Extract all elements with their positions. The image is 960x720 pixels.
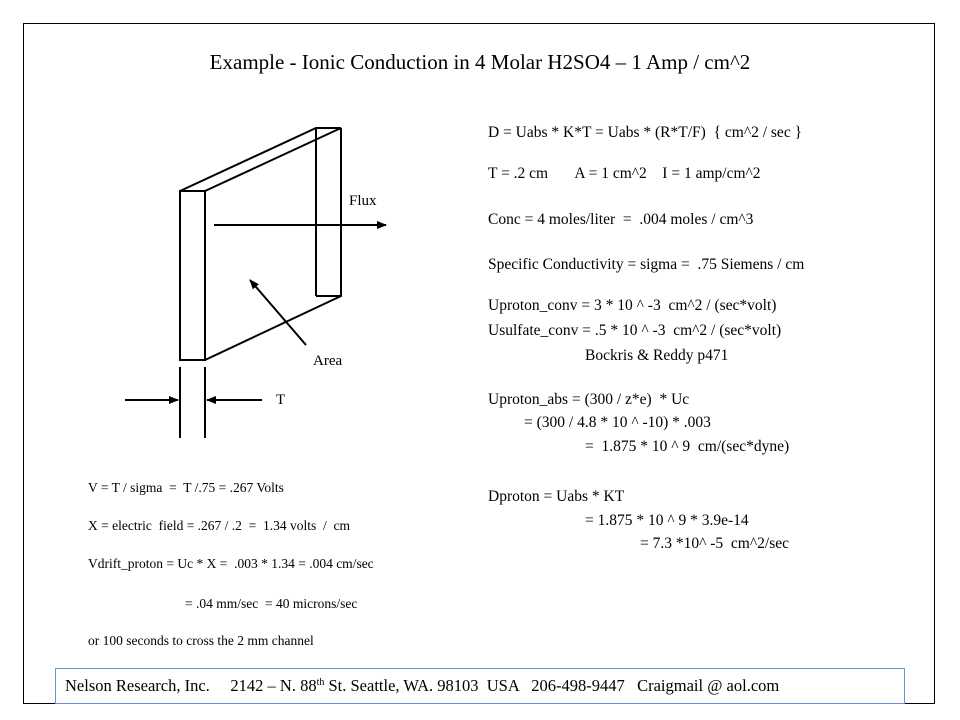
note-crossing-time: or 100 seconds to cross the 2 mm channel xyxy=(88,633,314,648)
slab-side-face xyxy=(205,128,341,360)
flux-label: Flux xyxy=(349,193,377,209)
thickness-label: T xyxy=(276,392,286,408)
eq-uproton-abs: Uproton_abs = (300 / z*e) * Uc xyxy=(488,391,690,408)
eq-reference: Bockris & Reddy p471 xyxy=(585,347,729,364)
footer-phone: 206-498-9447 xyxy=(531,676,625,695)
slab-front-face xyxy=(180,191,205,360)
footer-company: Nelson Research, Inc. xyxy=(65,676,210,695)
eq-usulfate-conv: Usulfate_conv = .5 * 10 ^ -3 cm^2 / (sec*volt) xyxy=(488,322,782,339)
eq-dproton-step3: = 7.3 *10^ -5 cm^2/sec xyxy=(640,535,789,552)
note-voltage: V = T / sigma = T /.75 = .267 Volts xyxy=(88,480,284,495)
eq-dproton-step2: = 1.875 * 10 ^ 9 * 3.9e-14 xyxy=(585,512,749,529)
eq-concentration: Conc = 4 moles/liter = .004 moles / cm^3 xyxy=(488,211,754,228)
eq-dproton: Dproton = Uabs * KT xyxy=(488,488,625,505)
eq-conductivity: Specific Conductivity = sigma = .75 Siemens / cm xyxy=(488,256,805,273)
eq-uproton-abs-step2: = (300 / 4.8 * 10 ^ -10) * .003 xyxy=(524,414,711,431)
slide-title: Example - Ionic Conduction in 4 Molar H2SO4 – 1 Amp / cm^2 xyxy=(209,50,751,74)
eq-parameters: T = .2 cm A = 1 cm^2 I = 1 amp/cm^2 xyxy=(488,165,761,182)
note-drift-velocity-conv: = .04 mm/sec = 40 microns/sec xyxy=(185,596,358,611)
area-label: Area xyxy=(313,353,343,369)
note-electric-field: X = electric field = .267 / .2 = 1.34 volts / cm xyxy=(88,518,351,533)
footer-address: 2142 – N. 88th St. Seattle, WA. 98103 USA xyxy=(230,676,519,695)
eq-diffusion: D = Uabs * K*T = Uabs * (R*T/F) { cm^2 / sec } xyxy=(488,124,803,141)
eq-uproton-conv: Uproton_conv = 3 * 10 ^ -3 cm^2 / (sec*volt) xyxy=(488,297,777,314)
footer-email: Craigmail @ aol.com xyxy=(637,676,780,695)
footer-contact xyxy=(55,668,905,704)
eq-uproton-abs-step3: = 1.875 * 10 ^ 9 cm/(sec*dyne) xyxy=(585,438,790,455)
note-drift-velocity: Vdrift_proton = Uc * X = .003 * 1.34 = .004 cm/sec xyxy=(88,556,374,571)
